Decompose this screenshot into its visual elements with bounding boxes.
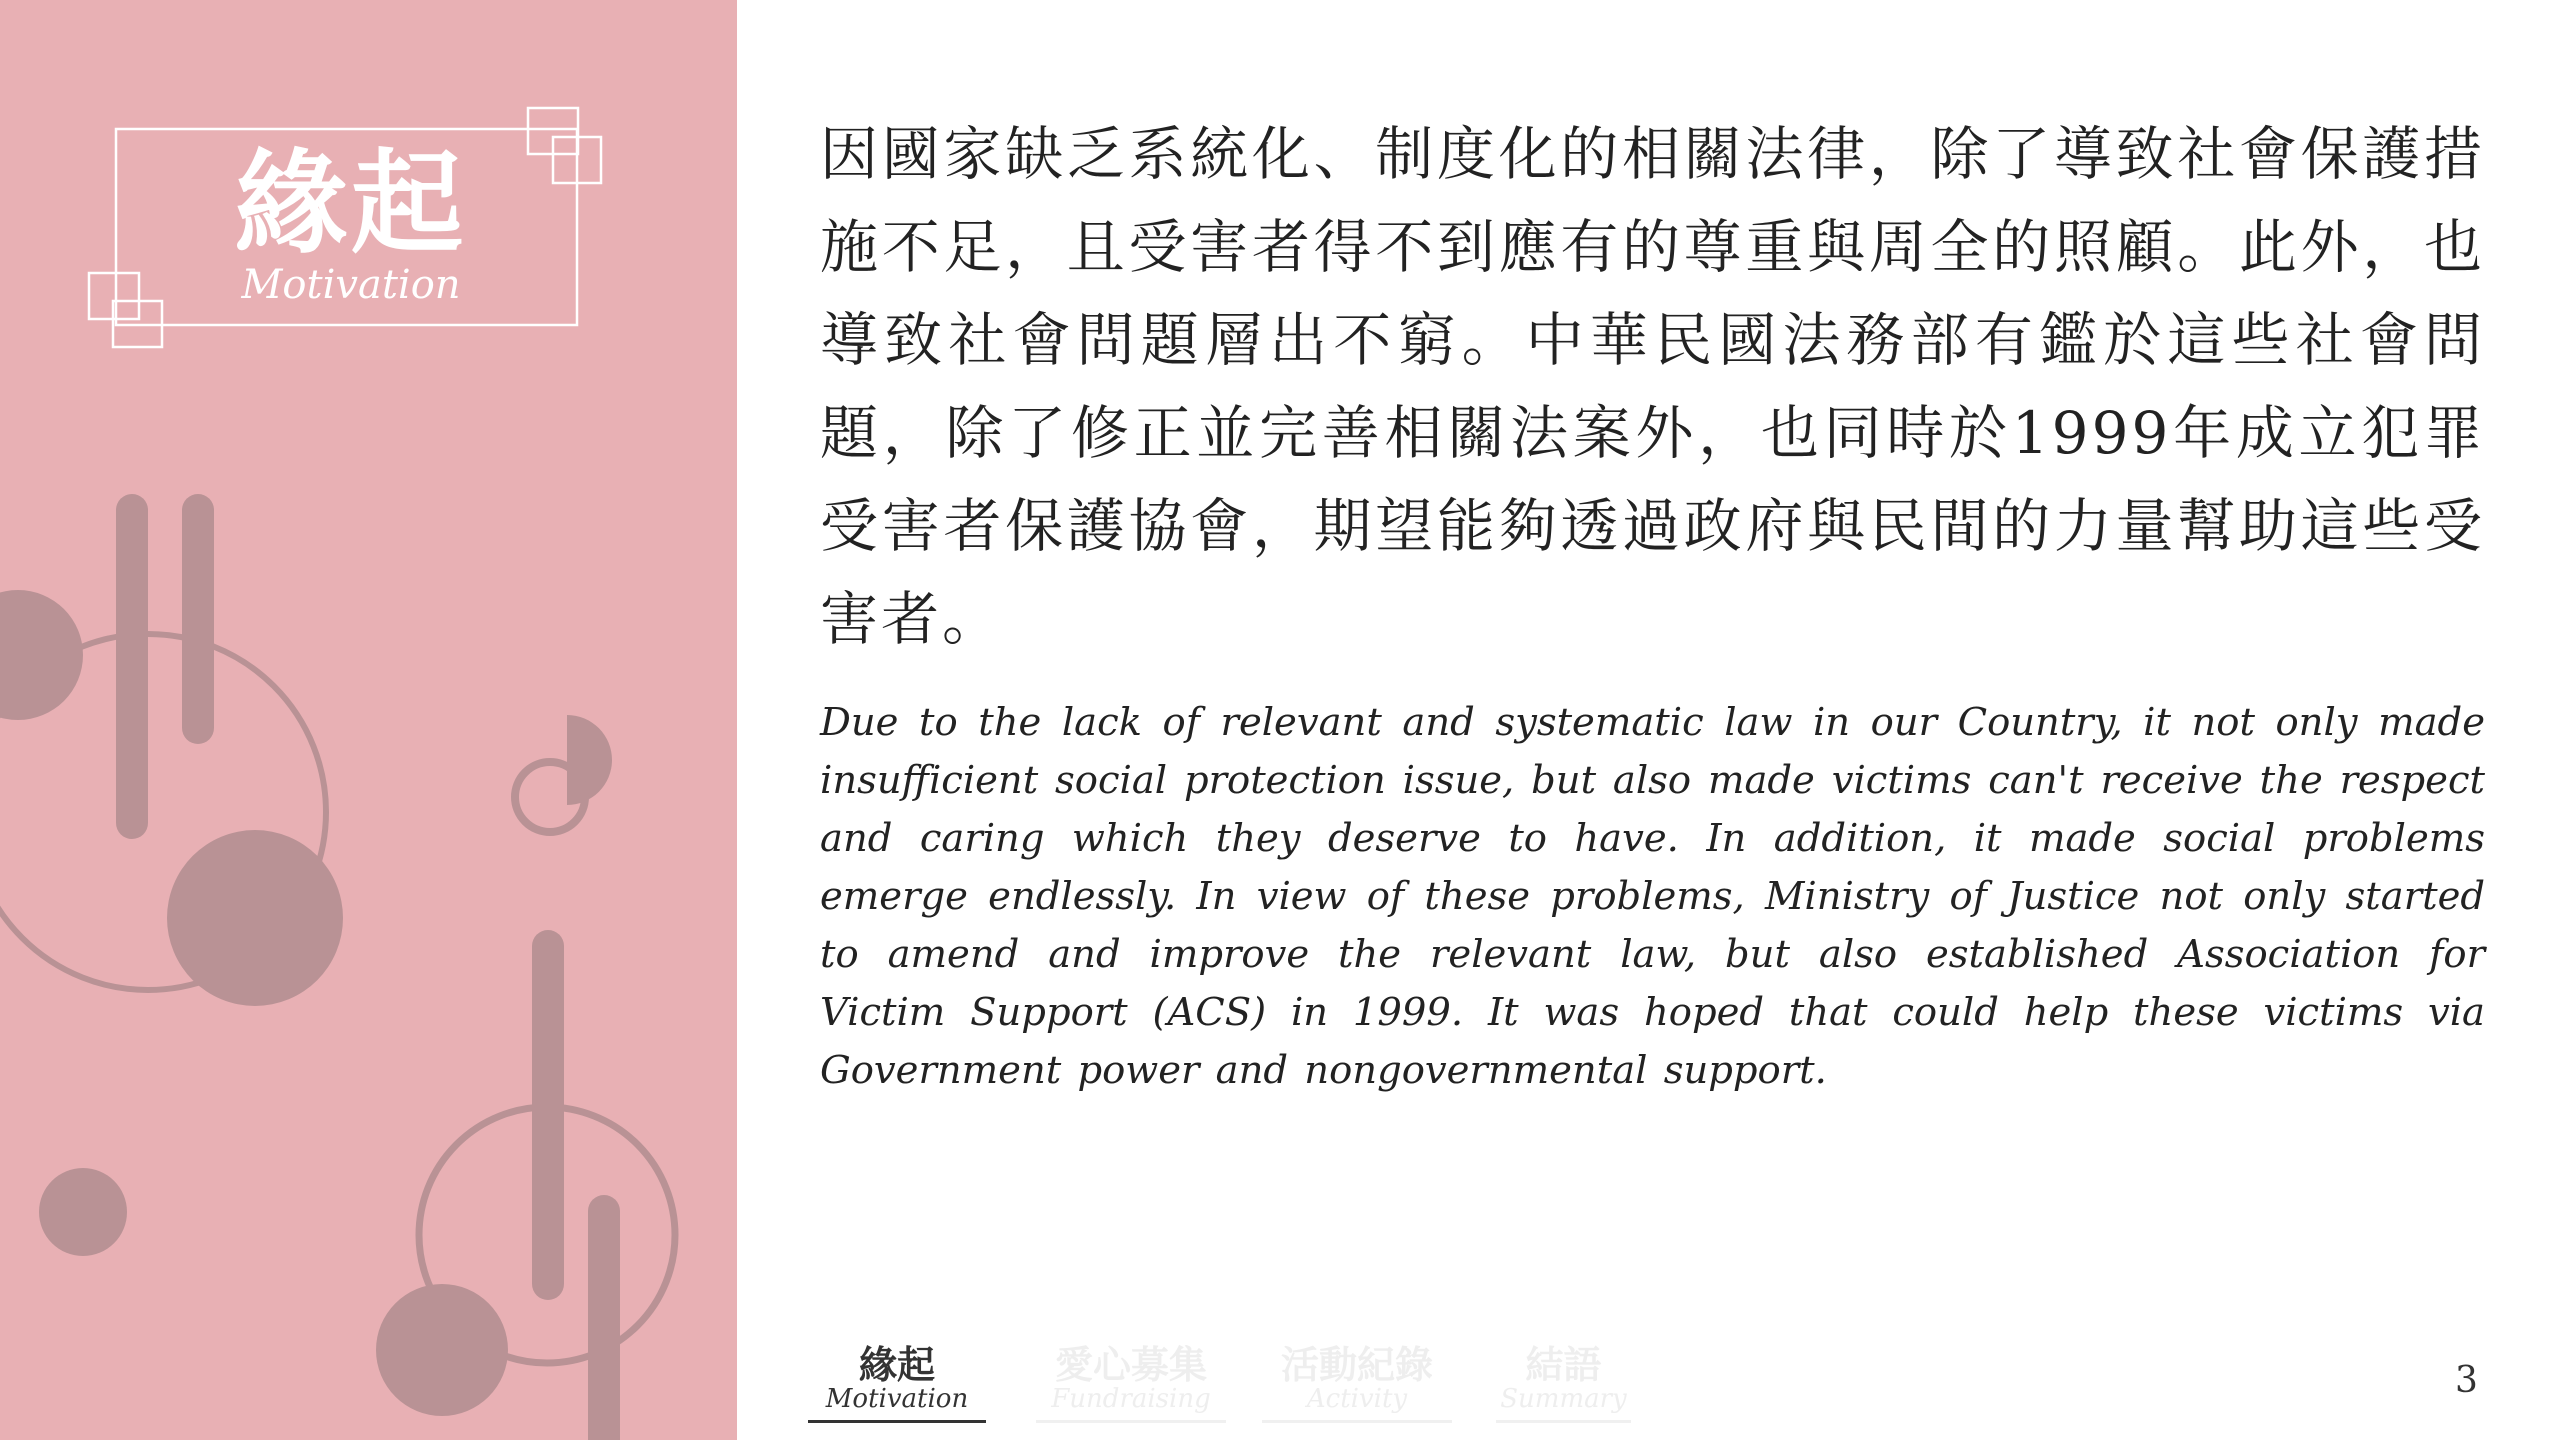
section-title: 緣起 [235, 138, 467, 269]
nav-activity-zh: 活動紀錄 [1280, 1342, 1433, 1387]
nav-fundraising-en: Fundraising [1051, 1384, 1211, 1414]
solid-circle [39, 1168, 127, 1256]
solid-circle [0, 590, 83, 720]
nav-fundraising-zh: 愛心募集 [1054, 1342, 1207, 1387]
nav-summary-zh: 結語 [1525, 1342, 1602, 1387]
nav-motivation[interactable] [808, 1342, 986, 1423]
section-subtitle: Motivation [241, 262, 461, 308]
vertical-bar [588, 1195, 620, 1440]
nav-fundraising[interactable] [1036, 1342, 1226, 1423]
vertical-bar [532, 930, 564, 1300]
vertical-bar [116, 494, 148, 839]
nav-summary-en: Summary [1500, 1384, 1627, 1414]
nav-motivation-en: Motivation [825, 1384, 969, 1414]
nav-summary[interactable] [1496, 1342, 1631, 1423]
solid-circle [167, 830, 343, 1006]
half-circle [567, 715, 612, 805]
vertical-bar [182, 494, 214, 744]
chinese-paragraph: 因國家缺乏系統化、制度化的相關法律，除了導致社會保護措施不足，且受害者得不到應有的尊重與周全的照顧。此外，也導致社會問題層出不窮。中華民國法務部有鑑於這些社會問題，除了修正並完善相關法案外，也同時於1999年成立犯罪受害者保護協會，期望能夠透過政府與民間的力量幫助這些受害者。 [820, 120, 2485, 653]
nav-motivation-zh: 緣起 [858, 1342, 935, 1387]
left-decorative-panel [0, 0, 737, 1440]
nav-activity[interactable] [1262, 1342, 1452, 1423]
english-paragraph: Due to the lack of relevant and systematic law in our Country, it not only made insufficient social protection issue, but also made victims can't receive the respect and caring which they deserve to have. In addition, it made social problems emerge endlessly. In view of these problems, Ministry of Justice not only started to amend and improve the relevant law, but also established Association for Victim Support (ACS) in 1999. It was hoped that could help these victims via Government power and nongovernmental support. [820, 700, 2485, 1093]
page-number: 3 [2455, 1360, 2478, 1401]
nav-activity-en: Activity [1306, 1384, 1408, 1414]
solid-circle [376, 1284, 508, 1416]
